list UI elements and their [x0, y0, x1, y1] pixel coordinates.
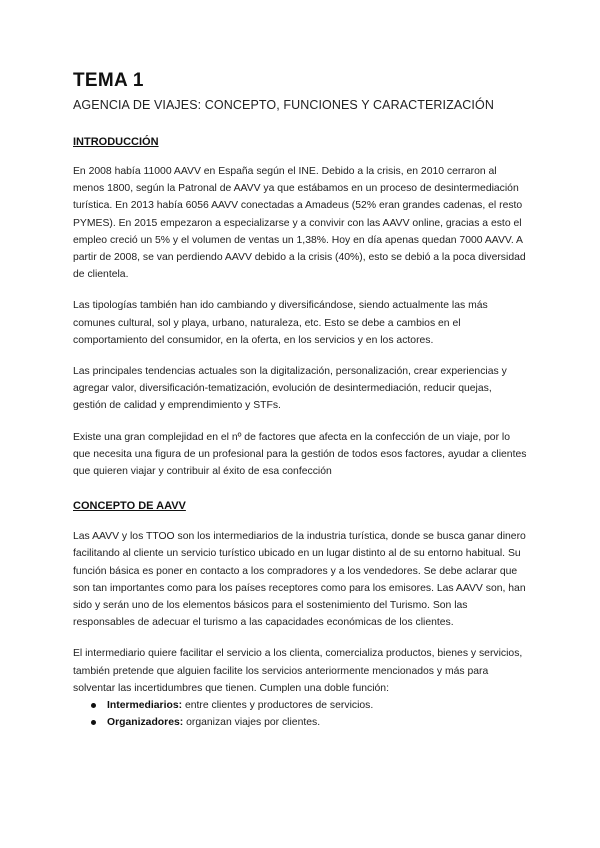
- function-list: [73, 697, 528, 731]
- paragraph: Las tipologías también han ido cambiando y diversificándose, siendo actualmente las más comunes cultural, sol y playa, urbano, naturaleza, etc. Esto se debe a cambios en el comportamiento del consumidor, en la oferta, en los servicios y en los actores.: [73, 300, 488, 346]
- section-heading: INTRODUCCIÓN: [73, 136, 159, 148]
- list-item-text: organizan viajes por clientes.: [183, 717, 321, 729]
- paragraph: Las principales tendencias actuales son la digitalización, personalización, crear experiencias y agregar valor, diversificación-tematización, evolución de desintermediación, reducir quejas, gestión de calidad y emprendimiento y STFs.: [73, 366, 507, 412]
- document-title: TEMA 1: [73, 70, 144, 91]
- bullet-icon: [91, 720, 96, 725]
- list-item-text: entre clientes y productores de servicios.: [182, 700, 374, 712]
- paragraph: Existe una gran complejidad en el nº de factores que afecta en la confección de un viaje, por lo que necesita una figura de un profesional para la gestión de todos esos factores, ayudar a clientes que quieren viajar y contribuir al éxito de esa confección: [73, 431, 527, 478]
- paragraph: En 2008 había 11000 AAVV en España según el INE. Debido a la crisis, en 2010 cerraron al menos 1800, según la Patronal de AAVV ya que estábamos en un proceso de desintermediación turística. En 2013 había 6056 AAVV conectadas a Amadeus (52% eran grandes cadenas, el resto PYMES). En 2015 empezaron a especializarse y a convivir con las AAVV online, gracias a esto el empleo creció un 5% y el volumen de ventas un 1,38%. Hoy en día apenas quedan 7000 AAVV. A partir de 2008, se van perdiendo AAVV debido a la crisis (40%), esto se debió a la poca diversidad de clientela.: [73, 166, 526, 281]
- section-heading: CONCEPTO DE AAVV: [73, 500, 186, 513]
- bullet-icon: [91, 703, 96, 708]
- list-item-term: Intermediarios:: [107, 700, 183, 712]
- list-item: [91, 714, 528, 731]
- document-subtitle: AGENCIA DE VIAJES: CONCEPTO, FUNCIONES Y CARACTERIZACIÓN: [73, 98, 494, 112]
- section-introduccion: [73, 134, 528, 480]
- list-item: [91, 697, 528, 714]
- paragraph: Las AAVV y los TTOO son los intermediarios de la industria turística, donde se busca ganar dinero facilitando al cliente un servicio turístico ubicado en un lugar distinto al de su entorno habitual. Su función básica es poner en contacto a los compradores y a los vendedores. Se debe aclarar que son tan importantes como para los países receptores como para los emisores. Las AAVV son, han sido y serán uno de los elementos básicos para el sostenimiento del Turismo. Son las responsables de adecuar el turismo a las capacidades económicas de los clientes.: [73, 531, 526, 629]
- list-item-term: Organizadores:: [107, 717, 184, 729]
- document-content: [73, 70, 528, 731]
- section-concepto: [73, 498, 528, 731]
- paragraph: El intermediario quiere facilitar el servicio a los clienta, comercializa productos, bienes y servicios, también pretende que alguien facilite los servicios anteriormente mencionados y más para solventar las incertidumbres que tienen. Cumplen una doble función:: [73, 648, 523, 694]
